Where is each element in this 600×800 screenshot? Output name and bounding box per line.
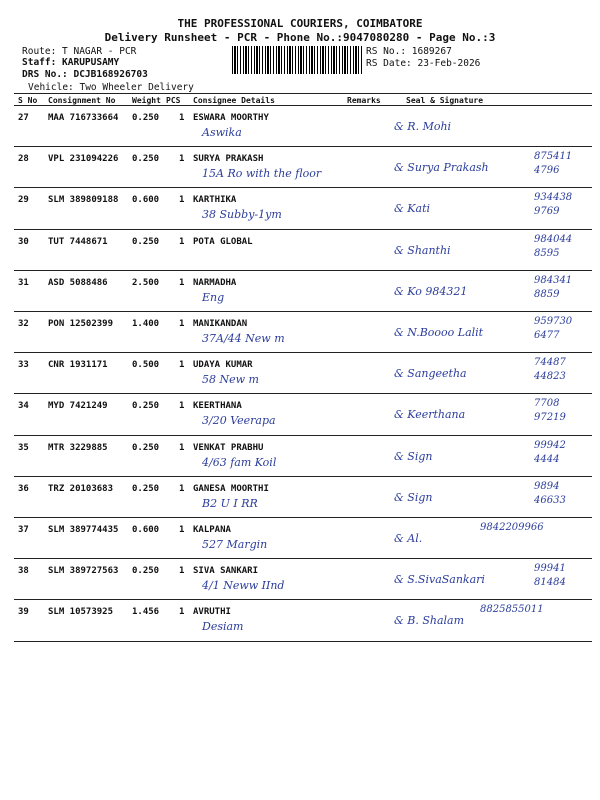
handwritten-phone: 99941 bbox=[534, 563, 566, 575]
row-weight: 0.250 bbox=[132, 566, 160, 577]
row-weight: 0.250 bbox=[132, 154, 160, 165]
row-weight: 2.500 bbox=[132, 277, 160, 288]
table-row bbox=[14, 147, 592, 187]
row-consignee: POTA GLOBAL bbox=[193, 236, 253, 247]
table-row bbox=[14, 230, 592, 270]
handwritten-phone: 81484 bbox=[534, 577, 566, 589]
row-consignment: MAA 716733664 bbox=[48, 113, 119, 123]
row-consignment: VPL 231094226 bbox=[48, 154, 119, 165]
col-sno: S No bbox=[18, 96, 38, 105]
handwritten-phone: 984044 bbox=[534, 233, 573, 245]
table-row bbox=[14, 353, 592, 393]
handwritten-note: 38 Subby-1ym bbox=[202, 208, 282, 222]
signature: & Ko 984321 bbox=[394, 284, 468, 298]
row-sno: 29 bbox=[18, 195, 29, 206]
handwritten-note: 37A/44 New m bbox=[202, 332, 285, 345]
row-pcs: 1 bbox=[179, 236, 185, 247]
handwritten-phone: 4444 bbox=[534, 453, 560, 465]
handwritten-phone: 46633 bbox=[534, 494, 566, 506]
table-row bbox=[14, 477, 592, 517]
signature: & Sangeetha bbox=[394, 367, 467, 381]
row-pcs: 1 bbox=[179, 566, 185, 577]
handwritten-note: Aswika bbox=[202, 126, 242, 139]
signature: & N.Boooo Lalit bbox=[394, 326, 484, 339]
drs-label: DRS No.: DCJB168926703 bbox=[22, 69, 148, 80]
handwritten-phone: 99942 bbox=[534, 439, 566, 451]
row-sno: 33 bbox=[18, 360, 29, 371]
table-row bbox=[14, 188, 592, 228]
row-weight: 0.250 bbox=[132, 401, 160, 412]
table-row bbox=[14, 394, 592, 434]
row-sno: 36 bbox=[18, 483, 29, 494]
col-seal: Seal & Signature bbox=[406, 96, 484, 105]
row-consignment: TRZ 20103683 bbox=[48, 483, 114, 494]
barcode bbox=[232, 46, 364, 74]
row-weight: 0.250 bbox=[132, 483, 160, 494]
handwritten-note: 58 New m bbox=[202, 373, 259, 387]
col-pcs: PCS bbox=[166, 96, 181, 105]
handwritten-phone: 9842209966 bbox=[480, 522, 544, 533]
row-consignee: KARTHIKA bbox=[193, 195, 237, 206]
table-row bbox=[14, 600, 592, 640]
signature: & Keerthana bbox=[394, 408, 466, 422]
row-pcs: 1 bbox=[179, 401, 185, 412]
signature: & R. Mohi bbox=[394, 120, 452, 133]
handwritten-phone: 8595 bbox=[534, 247, 560, 259]
staff-label: Staff: KARUPUSAMY bbox=[22, 57, 120, 68]
row-consignee: AVRUTHI bbox=[193, 607, 231, 618]
row-pcs: 1 bbox=[179, 483, 185, 494]
row-consignment: ASD 5088486 bbox=[48, 277, 108, 288]
header-rule-top bbox=[14, 93, 592, 94]
handwritten-phone: 875411 bbox=[534, 151, 573, 163]
row-sno: 39 bbox=[18, 607, 29, 618]
row-weight: 0.250 bbox=[132, 113, 160, 123]
signature: & Sign bbox=[394, 490, 433, 504]
handwritten-note: Eng bbox=[202, 290, 225, 304]
signature: & Al. bbox=[394, 532, 423, 545]
route-label: Route: T NAGAR - PCR bbox=[22, 46, 137, 57]
row-consignment: SLM 389809188 bbox=[48, 195, 119, 206]
row-sno: 34 bbox=[18, 401, 29, 412]
handwritten-phone: 9894 bbox=[534, 480, 560, 492]
row-pcs: 1 bbox=[179, 360, 185, 371]
handwritten-phone: 8825855011 bbox=[480, 604, 544, 616]
handwritten-note: 3/20 Veerapa bbox=[202, 414, 276, 428]
table-row bbox=[14, 106, 592, 146]
row-sno: 31 bbox=[18, 277, 29, 288]
row-weight: 1.400 bbox=[132, 319, 160, 329]
row-sno: 30 bbox=[18, 236, 29, 247]
handwritten-note: 4/63 fam Koil bbox=[202, 455, 277, 469]
row-pcs: 1 bbox=[179, 113, 185, 123]
row-consignee: SIVA SANKARI bbox=[193, 566, 259, 577]
page-subtitle: Delivery Runsheet - PCR - Phone No.:9047080280 - Page No.:3 bbox=[104, 31, 496, 44]
row-consignee: KEERTHANA bbox=[193, 401, 242, 412]
row-sno: 38 bbox=[18, 566, 29, 577]
row-sno: 27 bbox=[18, 113, 29, 123]
row-pcs: 1 bbox=[179, 195, 185, 206]
row-consignment: SLM 389774435 bbox=[48, 525, 119, 535]
row-consignee: UDAYA KUMAR bbox=[193, 360, 253, 371]
row-weight: 0.600 bbox=[132, 195, 160, 206]
row-weight: 0.250 bbox=[132, 236, 160, 247]
col-weight: Weight bbox=[132, 96, 161, 105]
row-weight: 1.456 bbox=[132, 607, 160, 618]
row-consignment: SLM 389727563 bbox=[48, 566, 119, 577]
row-pcs: 1 bbox=[179, 442, 185, 453]
signature: & Kati bbox=[394, 202, 431, 216]
table-row bbox=[14, 436, 592, 476]
row-divider bbox=[14, 641, 592, 642]
handwritten-phone: 6477 bbox=[534, 330, 560, 341]
handwritten-phone: 4796 bbox=[534, 165, 560, 177]
row-consignment: PON 12502399 bbox=[48, 319, 114, 329]
handwritten-phone: 9769 bbox=[534, 206, 560, 218]
handwritten-phone: 8859 bbox=[534, 288, 560, 300]
row-consignment: MYD 7421249 bbox=[48, 401, 108, 412]
signature: & S.SivaSankari bbox=[394, 573, 485, 587]
row-consignment: MTR 3229885 bbox=[48, 442, 108, 453]
row-pcs: 1 bbox=[179, 607, 185, 618]
handwritten-phone: 7708 bbox=[534, 398, 560, 410]
row-pcs: 1 bbox=[179, 277, 185, 288]
handwritten-phone: 934438 bbox=[534, 192, 573, 204]
page-title: THE PROFESSIONAL COURIERS, COIMBATORE bbox=[177, 17, 423, 30]
rs-date: RS Date: 23-Feb-2026 bbox=[366, 58, 481, 69]
row-consignee: MANIKANDAN bbox=[193, 319, 248, 329]
rs-number: RS No.: 1689267 bbox=[366, 46, 452, 57]
row-consignee: ESWARA MOORTHY bbox=[193, 113, 269, 123]
row-pcs: 1 bbox=[179, 154, 185, 165]
handwritten-note: 4/1 Neww IInd bbox=[202, 579, 285, 593]
row-sno: 35 bbox=[18, 442, 29, 453]
handwritten-phone: 97219 bbox=[534, 412, 566, 424]
col-consignment: Consignment No bbox=[48, 96, 116, 105]
handwritten-phone: 984341 bbox=[534, 274, 573, 286]
signature: & Shanthi bbox=[394, 243, 451, 257]
handwritten-note: 15A Ro with the floor bbox=[202, 167, 322, 181]
table-row bbox=[14, 271, 592, 311]
row-sno: 32 bbox=[18, 319, 29, 329]
handwritten-phone: 44823 bbox=[534, 371, 566, 383]
table-row bbox=[14, 312, 592, 352]
signature: & B. Shalam bbox=[394, 614, 465, 628]
row-weight: 0.600 bbox=[132, 525, 160, 535]
row-sno: 37 bbox=[18, 525, 29, 535]
table-row bbox=[14, 518, 592, 558]
row-consignment: CNR 1931171 bbox=[48, 360, 108, 371]
col-remarks: Remarks bbox=[347, 96, 381, 105]
handwritten-note: 527 Margin bbox=[202, 538, 268, 551]
row-consignee: NARMADHA bbox=[193, 277, 237, 288]
row-consignment: TUT 7448671 bbox=[48, 236, 108, 247]
col-consignee: Consignee Details bbox=[193, 96, 275, 105]
row-consignment: SLM 10573925 bbox=[48, 607, 114, 618]
handwritten-phone: 74487 bbox=[534, 357, 566, 369]
row-weight: 0.250 bbox=[132, 442, 160, 453]
row-consignee: GANESA MOORTHI bbox=[193, 483, 269, 494]
table-row bbox=[14, 559, 592, 599]
row-sno: 28 bbox=[18, 154, 29, 165]
row-consignee: SURYA PRAKASH bbox=[193, 154, 264, 165]
handwritten-note: B2 U I RR bbox=[202, 496, 258, 510]
row-consignee: KALPANA bbox=[193, 525, 231, 535]
vehicle-label: Vehicle: Two Wheeler Delivery bbox=[28, 82, 194, 93]
signature: & Sign bbox=[394, 449, 433, 463]
handwritten-note: Desiam bbox=[202, 620, 244, 634]
row-weight: 0.500 bbox=[132, 360, 160, 371]
row-consignee: VENKAT PRABHU bbox=[193, 442, 264, 453]
signature: & Surya Prakash bbox=[394, 161, 489, 175]
row-pcs: 1 bbox=[179, 319, 185, 329]
row-pcs: 1 bbox=[179, 525, 185, 535]
handwritten-phone: 959730 bbox=[534, 316, 573, 327]
